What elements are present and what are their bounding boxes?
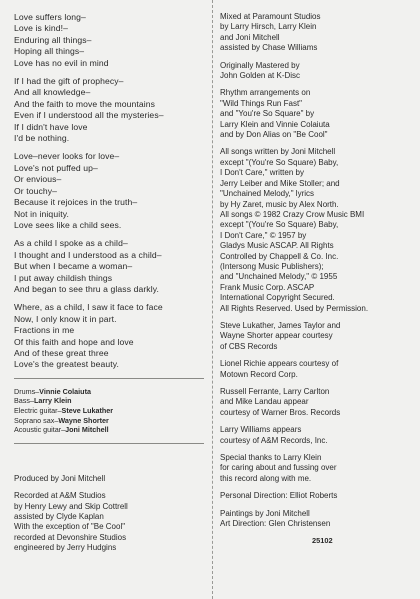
lyric-line: And began to see thru a glass darkly. [14,283,159,294]
credit-block [220,509,410,530]
credit-line: and by Don Alias on "Be Cool" [220,130,328,140]
credit-line: of CBS Records [220,341,278,351]
lyric-line: Love–never looks for love– [14,151,120,162]
credit-block [220,88,410,140]
lyric-line: Where, as a child, I saw it face to face [14,302,163,313]
credit-line: Russell Ferrante, Larry Carlton [220,387,330,396]
lyric-line: Hoping all things– [14,46,85,57]
credit-line: assisted by Chase Williams [220,43,318,53]
lyric-line: Love's not puffed up– [14,162,98,173]
lyric-line: Love has no evil in mind [14,57,109,68]
credit-line: Mixed at Paramount Studios [220,12,321,21]
catalog-number: 25102 [312,536,333,546]
credit-line: Originally Mastered by [220,60,300,70]
credit-line: Larry Williams appears [220,425,302,435]
credit-line: except "(You're So Square) Baby, [220,157,339,167]
musician-name: Wayne Shorter [58,415,109,425]
lyric-line: Love's the greatest beauty. [14,359,119,370]
credit-line: Recorded at A&M Studios [14,491,106,501]
lyric-line: If I had the gift of prophecy– [14,76,124,87]
lyric-line: Love sees like a child sees. [14,219,122,230]
credit-line: and "Unchained Melody," © 1955 [220,272,338,282]
musician-row [14,416,204,426]
credit-line: Paintings by Joni Mitchell [220,508,310,518]
album-credits [220,12,410,529]
credit-line: Motown Record Corp. [220,369,298,379]
credit-line: "Unchained Melody," lyrics [220,189,315,199]
credit-block [220,147,410,314]
credit-line: Gladys Music ASCAP. All Rights [220,241,334,251]
credit-block [220,321,410,352]
credit-line: courtesy of Warner Bros. Records [220,407,341,417]
credit-line: assisted by Clyde Kaplan [14,511,104,521]
lyric-line: Or touchy– [14,185,58,196]
production-block [14,491,204,553]
musician-row [14,406,204,416]
credit-block [220,12,410,54]
lyric-line: I put away childish things [14,272,113,283]
musician-role: Soprano sax [14,415,55,425]
credit-line: Lionel Richie appears courtesy of [220,359,339,369]
credit-line: Controlled by Chappell & Co. Inc. [220,251,339,261]
credit-block [220,425,410,446]
credit-line: "Wild Things Run Fast" [220,98,303,108]
lyric-line: Enduring all things– [14,34,92,45]
musician-row [14,396,204,406]
credit-line: I Don't Care," © 1957 by [220,230,307,240]
role-dash: – [29,396,34,406]
lyric-stanza [14,12,204,69]
lyric-line: As a child I spoke as a child– [14,238,128,249]
lyric-line: I'd be nothing. [14,133,70,144]
credit-line: (Intersong Music Publishers); [220,261,324,271]
credit-line: Larry Klein and Vinnie Colaiuta [220,119,330,129]
column-divider [212,0,213,599]
credit-block [220,359,410,380]
lyric-line: Love suffers long– [14,12,86,22]
lyric-line: Or envious– [14,174,62,185]
rule-top [14,378,204,379]
credit-line: Steve Lukather, James Taylor and [220,320,341,330]
credit-line: Rhythm arrangements on [220,88,311,98]
musician-name: Joni Mitchell [65,425,109,435]
lyric-line: And of these great three [14,347,109,358]
musician-name: Larry Klein [33,396,72,406]
lyric-line: But when I became a woman– [14,261,133,272]
lyric-line: Love is kind!– [14,23,68,34]
credit-line: and "You're So Square" by [220,109,315,119]
lyric-stanza [14,302,204,370]
musician-name: Vinnie Colaiuta [39,386,91,396]
credit-line: Art Direction: Glen Christensen [220,519,331,529]
credit-block [220,387,410,418]
credit-line: All songs © 1982 Crazy Crow Music BMI [220,209,365,219]
lyrics-section [14,12,204,371]
credit-line: Wayne Shorter appear courtesy [220,331,333,341]
credit-line: Jerry Leiber and Mike Stoller; and [220,178,340,188]
lyric-line: Fractions in me [14,325,75,336]
lyric-line: Not in iniquity. [14,208,69,219]
credit-line: With the exception of "Be Cool" [14,522,126,532]
credit-line: I Don't Care," written by [220,168,304,178]
production-block [14,474,204,484]
role-dash: – [57,405,62,415]
credit-line: All songs written by Joni Mitchell [220,147,336,157]
musician-role: Drums [14,386,36,396]
role-dash: – [35,386,40,396]
lyric-line: And the faith to move the mountains [14,98,156,109]
right-column [220,12,410,545]
musician-credits [14,387,204,435]
credit-block [220,491,410,501]
credit-line: courtesy of A&M Records, Inc. [220,435,328,445]
credit-line: engineered by Jerry Hudgins [14,543,117,553]
rule-bottom [14,443,204,444]
credit-line: and Joni Mitchell [220,32,280,42]
musician-row [14,425,204,435]
lyric-line: Even if I understood all the mysteries– [14,110,164,121]
credit-block [220,61,410,82]
musician-role: Acoustic guitar [14,425,62,435]
musician-name: Steve Lukather [61,405,114,415]
credit-line: by Hy Zaret, music by Alex North. [220,199,339,209]
credit-line: by Henry Lewy and Skip Cottrell [14,501,128,511]
credit-block [220,453,410,484]
musician-role: Bass [14,396,30,406]
lyric-line: Now, I only know it in part. [14,313,117,324]
lyric-stanza [14,238,204,295]
lyric-line: Because it rejoices in the truth– [14,197,138,208]
credit-line: for caring about and fussing over [220,463,337,473]
credit-line: except "(You're So Square) Baby, [220,220,339,230]
credit-line: Personal Direction: Elliot Roberts [220,491,338,501]
musician-row [14,387,204,397]
credit-line: this record along with me. [220,473,312,483]
lyric-stanza [14,151,204,231]
lyric-line: If I didn't have love [14,121,88,132]
credit-line: John Golden at K-Disc [220,71,301,81]
credit-line: Produced by Joni Mitchell [14,473,106,483]
production-credits [14,474,204,554]
credit-line: Special thanks to Larry Klein [220,453,322,463]
credit-line: and Mike Landau appear [220,397,309,407]
lyric-line: Of this faith and hope and love [14,336,134,347]
credit-line: All Rights Reserved. Used by Permission. [220,303,369,313]
lyric-line: And all knowledge– [14,87,91,98]
lyric-line: I thought and I understood as a child– [14,249,162,260]
role-dash: – [61,425,66,435]
credit-line: by Larry Hirsch, Larry Klein [220,22,317,32]
credit-line: recorded at Devonshire Studios [14,532,127,542]
credit-line: Frank Music Corp. ASCAP [220,282,315,292]
role-dash: – [54,415,59,425]
lyric-stanza [14,76,204,144]
credit-line: International Copyright Secured. [220,293,335,303]
musician-role: Electric guitar [14,405,58,415]
left-column [14,12,204,561]
